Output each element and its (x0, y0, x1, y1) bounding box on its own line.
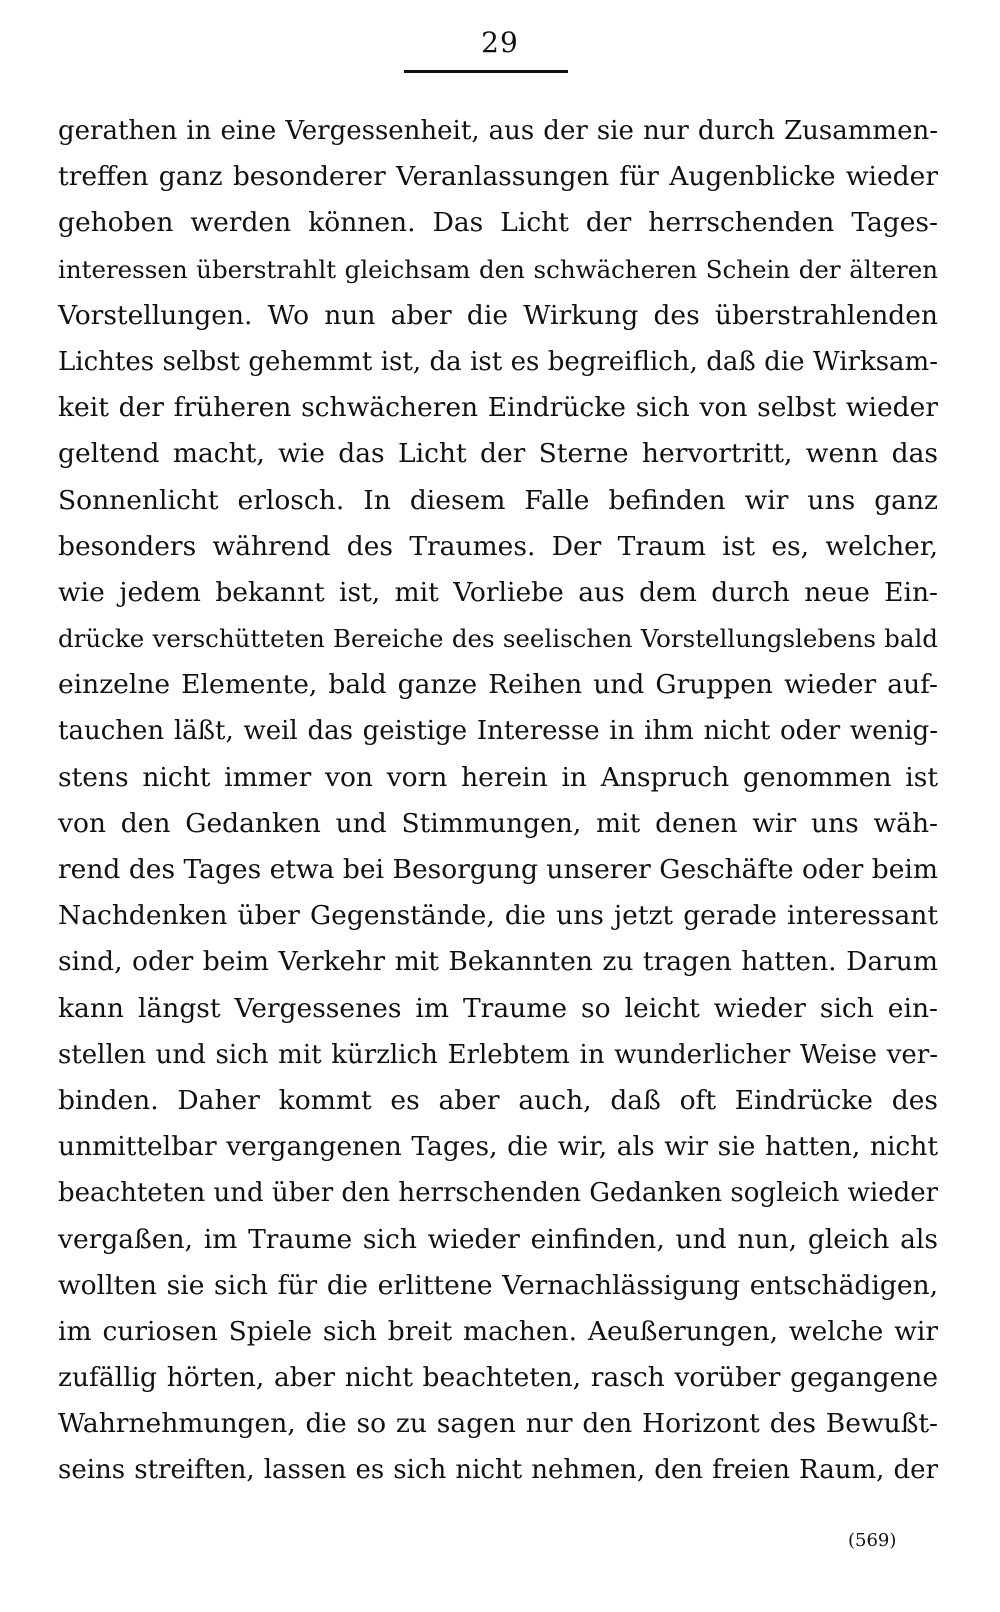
text-line: Vorstellungen. Wo nun aber die Wirkung des überstrahlenden (58, 299, 938, 331)
text-line: keit der früheren schwächeren Eindrücke sich von selbst wieder (58, 392, 938, 424)
text-line: von den Gedanken und Stimmungen, mit denen wir uns wäh- (58, 807, 938, 839)
text-line: Lichtes selbst gehemmt ist, da ist es begreiflich, daß die Wirksam- (58, 346, 938, 377)
text-line: sind, oder beim Verkehr mit Bekannten zu tragen hatten. Darum (58, 946, 938, 978)
text-line: unmittelbar vergangenen Tages, die wir, als wir sie hatten, nicht (58, 1131, 938, 1163)
text-line: interessen überstrahlt gleichsam den schwächeren Schein der älteren (58, 254, 938, 284)
text-line: rend des Tages etwa bei Besorgung unserer Geschäfte oder beim (58, 854, 938, 885)
text-line: tauchen läßt, weil das geistige Interesse in ihm nicht oder wenig- (58, 716, 938, 747)
text-line: gerathen in eine Vergessenheit, aus der sie nur durch Zusammen- (58, 116, 938, 146)
text-line: besonders während des Traumes. Der Traum ist es, welcher, (58, 530, 938, 562)
text-line: einzelne Elemente, bald ganze Reihen und Gruppen wieder auf- (58, 669, 938, 701)
header-rule (404, 70, 568, 73)
text-line: Nachdenken über Gegenstände, die uns jetzt gerade interessant (58, 900, 938, 932)
page-number: 29 (481, 26, 519, 59)
text-line: kann längst Vergessenes im Traume so leicht wieder sich ein- (58, 992, 938, 1024)
text-line: vergaßen, im Traume sich wieder einfinden, und nun, gleich als (58, 1223, 938, 1255)
text-line: wollten sie sich für die erlittene Vernachlässigung entschädigen, (58, 1269, 938, 1301)
text-line: binden. Daher kommt es aber auch, daß oft Eindrücke des (58, 1084, 938, 1116)
text-line: Wahrnehmungen, die so zu sagen nur den Horizont des Bewußt- (58, 1408, 938, 1440)
text-line: im curiosen Spiele sich breit machen. Aeußerungen, welche wir (58, 1315, 938, 1347)
text-line: beachteten und über den herrschenden Gedanken sogleich wieder (58, 1178, 939, 1209)
text-line: treffen ganz besonderer Veranlassungen für Augenblicke wieder (58, 161, 938, 193)
text-line: stens nicht immer von vorn herein in Anspruch genommen ist (58, 761, 938, 793)
text-line: Sonnenlicht erlosch. In diesem Falle befinden wir uns ganz (58, 484, 938, 516)
text-line: gehoben werden können. Das Licht der herrschenden Tages- (58, 207, 938, 239)
printer-signature: (569) (848, 1530, 897, 1551)
text-line: stellen und sich mit kürzlich Erlebtem in wunderlicher Weise ver- (58, 1039, 938, 1070)
text-line: geltend macht, wie das Licht der Sterne hervortritt, wenn das (58, 438, 938, 470)
body-text (58, 108, 938, 1494)
text-line: seins streiften, lassen es sich nicht nehmen, den freien Raum, der (58, 1455, 938, 1486)
text-line: drücke verschütteten Bereiche des seelischen Vorstellungslebens bald (58, 624, 938, 654)
text-line: wie jedem bekannt ist, mit Vorliebe aus dem durch neue Ein- (58, 576, 938, 608)
text-line: zufällig hörten, aber nicht beachteten, rasch vorüber gegangene (58, 1362, 938, 1394)
